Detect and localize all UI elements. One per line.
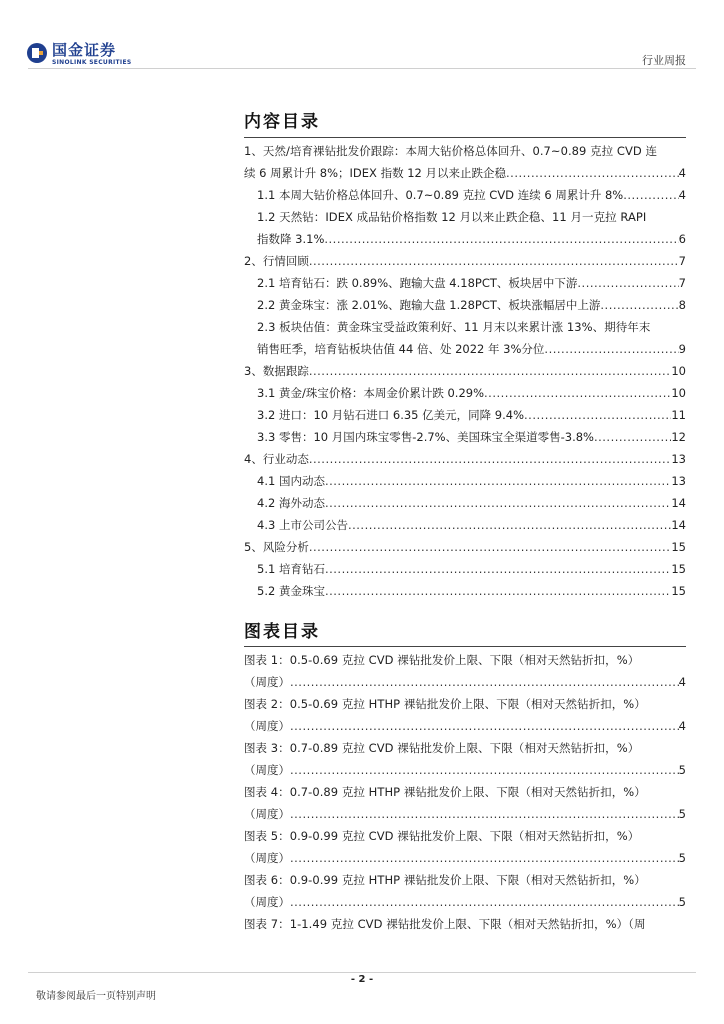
toc-entry-text: 5.2 黄金珠宝 xyxy=(257,584,325,598)
figures-heading: 图表目录 xyxy=(244,622,320,642)
leader-dots xyxy=(309,536,672,558)
leader-dots xyxy=(325,558,671,580)
figure-entry-1[interactable] xyxy=(244,671,686,693)
toc-entry-2[interactable] xyxy=(244,250,686,272)
toc-entry-text: 4.2 海外动态 xyxy=(257,496,325,510)
toc-list xyxy=(244,140,686,602)
toc-page-number: 10 xyxy=(671,364,686,378)
toc-entry-text: 3.3 零售：10 月国内珠宝零售-2.7%、美国珠宝全渠道零售-3.8% xyxy=(257,430,594,444)
toc-entry-text: 4.1 国内动态 xyxy=(257,474,325,488)
figure-entry-text: （周度） xyxy=(244,895,290,909)
toc-entry-text: 1.1 本周大钻价格总体回升、0.7~0.89 克拉 CVD 连续 6 周累计升 8% xyxy=(257,188,624,202)
toc-page-number: 13 xyxy=(671,474,686,488)
toc-entry-4-1[interactable] xyxy=(244,470,686,492)
leader-dots xyxy=(506,162,679,184)
logo-english-name: SINOLINK SECURITIES xyxy=(52,59,132,66)
toc-page-number: 14 xyxy=(671,496,686,510)
leader-dots xyxy=(290,715,679,737)
leader-dots xyxy=(544,338,678,360)
figure-page-number: 4 xyxy=(678,719,686,733)
figure-entry-text: （周度） xyxy=(244,851,290,865)
toc-entry-text: 4、行业动态 xyxy=(244,452,309,466)
toc-entry-3-3[interactable] xyxy=(244,426,686,448)
figure-entry-5-line1[interactable]: 图表 5：0.9-0.99 克拉 CVD 裸钻批发价上限、下限（相对天然钻折扣，%） xyxy=(244,829,640,843)
leader-dots xyxy=(325,492,671,514)
toc-entry-text: 2.2 黄金珠宝：涨 2.01%、跑输大盘 1.28PCT、板块涨幅居中上游 xyxy=(257,298,601,312)
toc-entry-text: 指数降 3.1% xyxy=(257,232,325,246)
toc-entry-5-1[interactable] xyxy=(244,558,686,580)
toc-entry-text: 2、行情回顾 xyxy=(244,254,309,268)
leader-dots xyxy=(309,250,679,272)
toc-title xyxy=(244,110,686,134)
leader-dots xyxy=(290,671,679,693)
toc-entry-3-1[interactable] xyxy=(244,382,686,404)
toc-entry-text: 3、数据跟踪 xyxy=(244,364,309,378)
toc-entry-text: 3.1 黄金/珠宝价格：本周金价累计跌 0.29% xyxy=(257,386,485,400)
leader-dots xyxy=(484,382,671,404)
leader-dots xyxy=(348,514,671,536)
figure-entry-4[interactable] xyxy=(244,803,686,825)
toc-entry-1-line1[interactable]: 1、天然/培育裸钻批发价跟踪：本周大钻价格总体回升、0.7~0.89 克拉 CVD 连 xyxy=(244,144,658,158)
toc-page-number: 9 xyxy=(678,342,686,356)
header-divider xyxy=(28,68,696,69)
figures-title xyxy=(244,620,686,644)
figure-entry-5[interactable] xyxy=(244,847,686,869)
leader-dots xyxy=(309,360,672,382)
toc-entry-2-3[interactable] xyxy=(244,338,686,360)
leader-dots xyxy=(290,891,679,913)
figure-page-number: 5 xyxy=(678,763,686,777)
figure-entry-6-line1[interactable]: 图表 6：0.9-0.99 克拉 HTHP 裸钻批发价上限、下限（相对天然钻折扣，%） xyxy=(244,873,646,887)
leader-dots xyxy=(594,426,671,448)
toc-page-number: 7 xyxy=(678,276,686,290)
figure-page-number: 4 xyxy=(678,675,686,689)
toc-page-number: 11 xyxy=(671,408,686,422)
footer-divider xyxy=(28,972,696,973)
leader-dots xyxy=(577,272,678,294)
toc-title-rule xyxy=(244,137,686,138)
toc-page-number: 4 xyxy=(678,166,686,180)
figure-page-number: 5 xyxy=(678,851,686,865)
toc-page-number: 12 xyxy=(671,430,686,444)
toc-entry-text: 4.3 上市公司公告 xyxy=(257,518,348,532)
toc-entry-3-2[interactable] xyxy=(244,404,686,426)
figure-entry-3[interactable] xyxy=(244,759,686,781)
figure-entry-text: （周度） xyxy=(244,719,290,733)
figure-entry-4-line1[interactable]: 图表 4：0.7-0.89 克拉 HTHP 裸钻批发价上限、下限（相对天然钻折扣，%） xyxy=(244,785,646,799)
toc-page-number: 7 xyxy=(678,254,686,268)
toc-entry-1[interactable] xyxy=(244,162,686,184)
toc-page-number: 14 xyxy=(671,518,686,532)
toc-entry-text: 5.1 培育钻石 xyxy=(257,562,325,576)
figure-entry-7-line1[interactable]: 图表 7：1-1.49 克拉 CVD 裸钻批发价上限、下限（相对天然钻折扣，%）（周 xyxy=(244,917,646,931)
logo-chinese-name: 国金证券 xyxy=(52,41,117,59)
toc-entry-2-2[interactable] xyxy=(244,294,686,316)
toc-entry-text: 3.2 进口：10 月钻石进口 6.35 亿美元，同降 9.4% xyxy=(257,408,525,422)
figures-list xyxy=(244,649,686,935)
toc-entry-4[interactable] xyxy=(244,448,686,470)
leader-dots xyxy=(290,759,679,781)
report-type: 行业周报 xyxy=(642,54,686,67)
toc-entry-text: 2.1 培育钻石：跌 0.89%、跑输大盘 4.18PCT、板块居中下游 xyxy=(257,276,578,290)
toc-entry-1-2[interactable] xyxy=(244,228,686,250)
leader-dots xyxy=(290,803,679,825)
leader-dots xyxy=(290,847,679,869)
leader-dots xyxy=(325,470,671,492)
figure-entry-1-line1[interactable]: 图表 1：0.5-0.69 克拉 CVD 裸钻批发价上限、下限（相对天然钻折扣，%） xyxy=(244,653,640,667)
toc-entry-5[interactable] xyxy=(244,536,686,558)
figure-entry-3-line1[interactable]: 图表 3：0.7-0.89 克拉 CVD 裸钻批发价上限、下限（相对天然钻折扣，%） xyxy=(244,741,640,755)
toc-page-number: 15 xyxy=(671,584,686,598)
toc-page-number: 13 xyxy=(671,452,686,466)
toc-page-number: 6 xyxy=(678,232,686,246)
figure-entry-2[interactable] xyxy=(244,715,686,737)
figure-entry-text: （周度） xyxy=(244,675,290,689)
toc-page-number: 10 xyxy=(671,386,686,400)
toc-entry-text: 续 6 周累计升 8%；IDEX 指数 12 月以来止跌企稳 xyxy=(244,166,507,180)
figure-entry-2-line1[interactable]: 图表 2：0.5-0.69 克拉 HTHP 裸钻批发价上限、下限（相对天然钻折扣，%） xyxy=(244,697,646,711)
figures-title-rule xyxy=(244,646,686,647)
toc-entry-2-3-line1[interactable]: 2.3 板块估值：黄金珠宝受益政策利好、11 月末以来累计涨 13%、期待年末 xyxy=(257,320,651,334)
toc-page-number: 15 xyxy=(671,540,686,554)
figure-page-number: 5 xyxy=(678,895,686,909)
figure-entry-text: （周度） xyxy=(244,763,290,777)
disclaimer-note: 敬请参阅最后一页特别声明 xyxy=(36,991,156,1002)
leader-dots xyxy=(623,184,678,206)
page-number: - 2 - xyxy=(350,974,374,985)
leader-dots xyxy=(600,294,678,316)
figure-entry-text: （周度） xyxy=(244,807,290,821)
leader-dots xyxy=(325,580,671,602)
toc-entry-text: 销售旺季，培育钻板块估值 44 倍、处 2022 年 3%分位 xyxy=(257,342,545,356)
toc-entry-1-2-line1[interactable]: 1.2 天然钻：IDEX 成品钻价格指数 12 月以来止跌企稳、11 月一克拉 RAPI xyxy=(257,210,647,224)
toc-page-number: 8 xyxy=(678,298,686,312)
toc-entry-1-1[interactable] xyxy=(244,184,686,206)
figure-entry-6[interactable] xyxy=(244,891,686,913)
toc-entry-2-1[interactable] xyxy=(244,272,686,294)
leader-dots xyxy=(309,448,672,470)
leader-dots xyxy=(324,228,678,250)
company-logo xyxy=(26,42,156,68)
toc-heading: 内容目录 xyxy=(244,112,320,132)
toc-entry-5-2[interactable] xyxy=(244,580,686,602)
figure-page-number: 5 xyxy=(678,807,686,821)
toc-entry-4-2[interactable] xyxy=(244,492,686,514)
sinolink-logo-icon xyxy=(26,42,48,64)
toc-page-number: 4 xyxy=(678,188,686,202)
toc-entry-3[interactable] xyxy=(244,360,686,382)
toc-entry-4-3[interactable] xyxy=(244,514,686,536)
toc-page-number: 15 xyxy=(671,562,686,576)
leader-dots xyxy=(524,404,671,426)
page-header xyxy=(0,0,724,70)
toc-entry-text: 5、风险分析 xyxy=(244,540,309,554)
